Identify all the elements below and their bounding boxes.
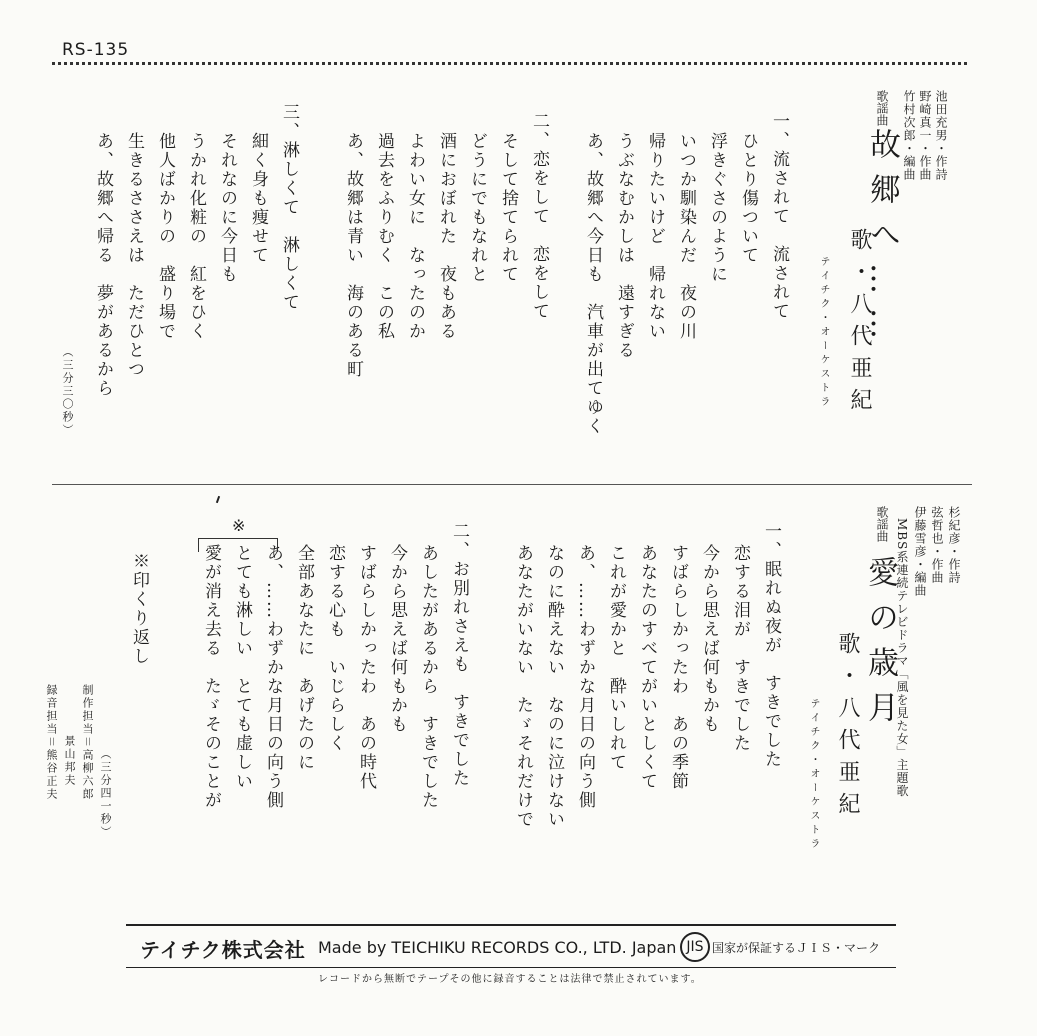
song2-v1-line4: すばらしかったわ あの季節 — [668, 544, 688, 791]
song1-v2-line1: 二、恋をして 恋をして — [529, 112, 549, 321]
song1-v2-line2: そして捨てられて — [498, 132, 518, 284]
copyright-notice: レコードから無断でテープその他に録音することは法律で禁止されています。 — [318, 974, 702, 985]
made-by-text: Made by TEICHIKU RECORDS CO., LTD. Japan — [318, 938, 677, 957]
song1-credit-lyrics: 池田充男・作詩 — [934, 90, 948, 181]
catalog-number: RS-135 — [62, 40, 130, 60]
song1-orchestra: テイチク・オーケストラ — [818, 256, 829, 410]
middle-divider — [52, 484, 972, 485]
song1-singer: 歌・八代亜紀 — [847, 228, 872, 420]
song1-v1-line1: 一、流されて 流されて — [769, 112, 789, 321]
song1-v1-line5: 帰りたいけど 帰れない — [645, 132, 665, 341]
song1-credit-arranger: 竹村次郎・編曲 — [902, 90, 916, 181]
song2-v2-line1: 二、お別れさえも すきでした — [449, 522, 469, 788]
repeat-bracket-right — [277, 538, 278, 552]
song2-v2-line8: とても淋しい とても虚しい — [232, 544, 252, 791]
song1-v2-line3: どうにでもなれと — [467, 132, 487, 284]
song2-credit-composer: 弦哲也・作曲 — [930, 506, 944, 584]
staff-recording: 録音担当＝熊谷正夫 — [45, 684, 58, 801]
song1-v1-line3: 浮きぐさのように — [707, 132, 727, 284]
repeat-mark: ※ — [232, 516, 246, 535]
song2-credit-lyrics: 杉紀彦・作詩 — [947, 506, 961, 584]
song1-v3-line3: それなのに今日も — [217, 132, 237, 284]
top-dashed-rule — [52, 62, 970, 65]
song1-v1-line7: あ、故郷へ今日も 汽車が出てゆく — [583, 132, 603, 436]
song2-v1-line8: なのに酔えない なのに泣けない — [544, 544, 564, 829]
song1-v3-line4: うかれ化粧の 紅をひく — [186, 132, 206, 341]
song1-credit-composer: 野崎真一・作曲 — [918, 90, 932, 181]
song1-genre: 歌謡曲 — [875, 90, 889, 126]
song2-singer: 歌・八代亜紀 — [835, 632, 860, 824]
song2-genre: 歌謡曲 — [875, 506, 889, 542]
song1-v3-line1: 三、淋しくて 淋しくて — [279, 103, 299, 312]
song1-v2-line7: あ、故郷は青い 海のある町 — [343, 132, 363, 379]
song1-v3-line5: 他人ばかりの 盛り場で — [155, 132, 175, 341]
song1-v2-line4: 酒におぼれた 夜もある — [436, 132, 456, 341]
song2-v1-line1: 一、眠れぬ夜が すきでした — [761, 522, 781, 769]
jis-text: 国家が保証するＪＩＳ・マーク — [712, 941, 881, 955]
song2-v1-line3: 今から思えば何もかも — [699, 544, 719, 734]
footer-rule-top — [126, 924, 896, 926]
staff-producer: 制作担当＝高柳六郎 — [81, 684, 94, 801]
repeat-bracket-top — [198, 538, 278, 539]
song1-title: 故郷へ…… — [864, 128, 900, 353]
song2-v2-line4: すばらしかったわ あの時代 — [356, 544, 376, 791]
song2-v2-line5: 恋する心も いじらしく — [325, 544, 345, 753]
song1-v1-line4: いつか馴染んだ 夜の川 — [676, 132, 696, 341]
song2-series: MBS系連続テレビドラマ「風を見た女」主題歌 — [895, 518, 909, 798]
song1-v1-line2: ひとり傷ついて — [738, 132, 758, 265]
song1-v3-line6: 生きるささえは ただひとつ — [124, 132, 144, 379]
song2-v1-line9: あなたがいない たゞそれだけで — [513, 544, 533, 829]
song1-v2-line6: 過去をふりむく この私 — [374, 132, 394, 341]
song2-v2-line9: 愛が消え去る たゞそのことが — [201, 544, 221, 810]
song2-v1-line2: 恋する泪が すきでした — [730, 544, 750, 753]
repeat-tick-mark — [216, 496, 220, 503]
song1-v3-line7: あ、故郷へ帰る 夢があるから — [93, 132, 113, 398]
footer-rule-bottom — [126, 967, 896, 968]
song2-v1-line7: あ、……わずかな月日の向う側 — [575, 544, 595, 810]
song2-duration: （三分四一秒） — [99, 748, 112, 839]
song2-v1-line6: これが愛かと 酔いしれて — [606, 544, 626, 772]
song2-v2-line3: 今から思えば何もかも — [387, 544, 407, 734]
staff-producer-2: 景山邦夫 — [63, 735, 76, 787]
song1-v2-line5: よわい女に なったのか — [405, 132, 425, 341]
song1-v3-line2: 細く身も痩せて — [248, 132, 268, 265]
song2-orchestra: テイチク・オーケストラ — [808, 698, 819, 852]
song1-v1-line6: うぶなむかしは 遠すぎる — [614, 132, 634, 360]
song2-v2-line7: あ、……わずかな月日の向う側 — [263, 544, 283, 810]
song1-duration: （三分三〇秒） — [61, 346, 74, 437]
song2-v2-line2: あしたがあるから すきでした — [418, 544, 438, 810]
song2-title: 愛の歳月 — [862, 556, 898, 736]
repeat-bracket-left — [198, 538, 199, 552]
song2-v1-line5: あなたのすべてがいとしくて — [637, 544, 657, 791]
song2-repeat-note: ※印くり返し — [129, 552, 149, 666]
teichiku-logo: テイチク株式会社 — [140, 938, 306, 962]
song2-credit-arranger: 伊藤雪彦・編曲 — [913, 506, 927, 597]
song2-v2-line6: 全部あなたに あげたのに — [294, 544, 314, 772]
jis-mark-icon: JIS — [680, 932, 710, 962]
